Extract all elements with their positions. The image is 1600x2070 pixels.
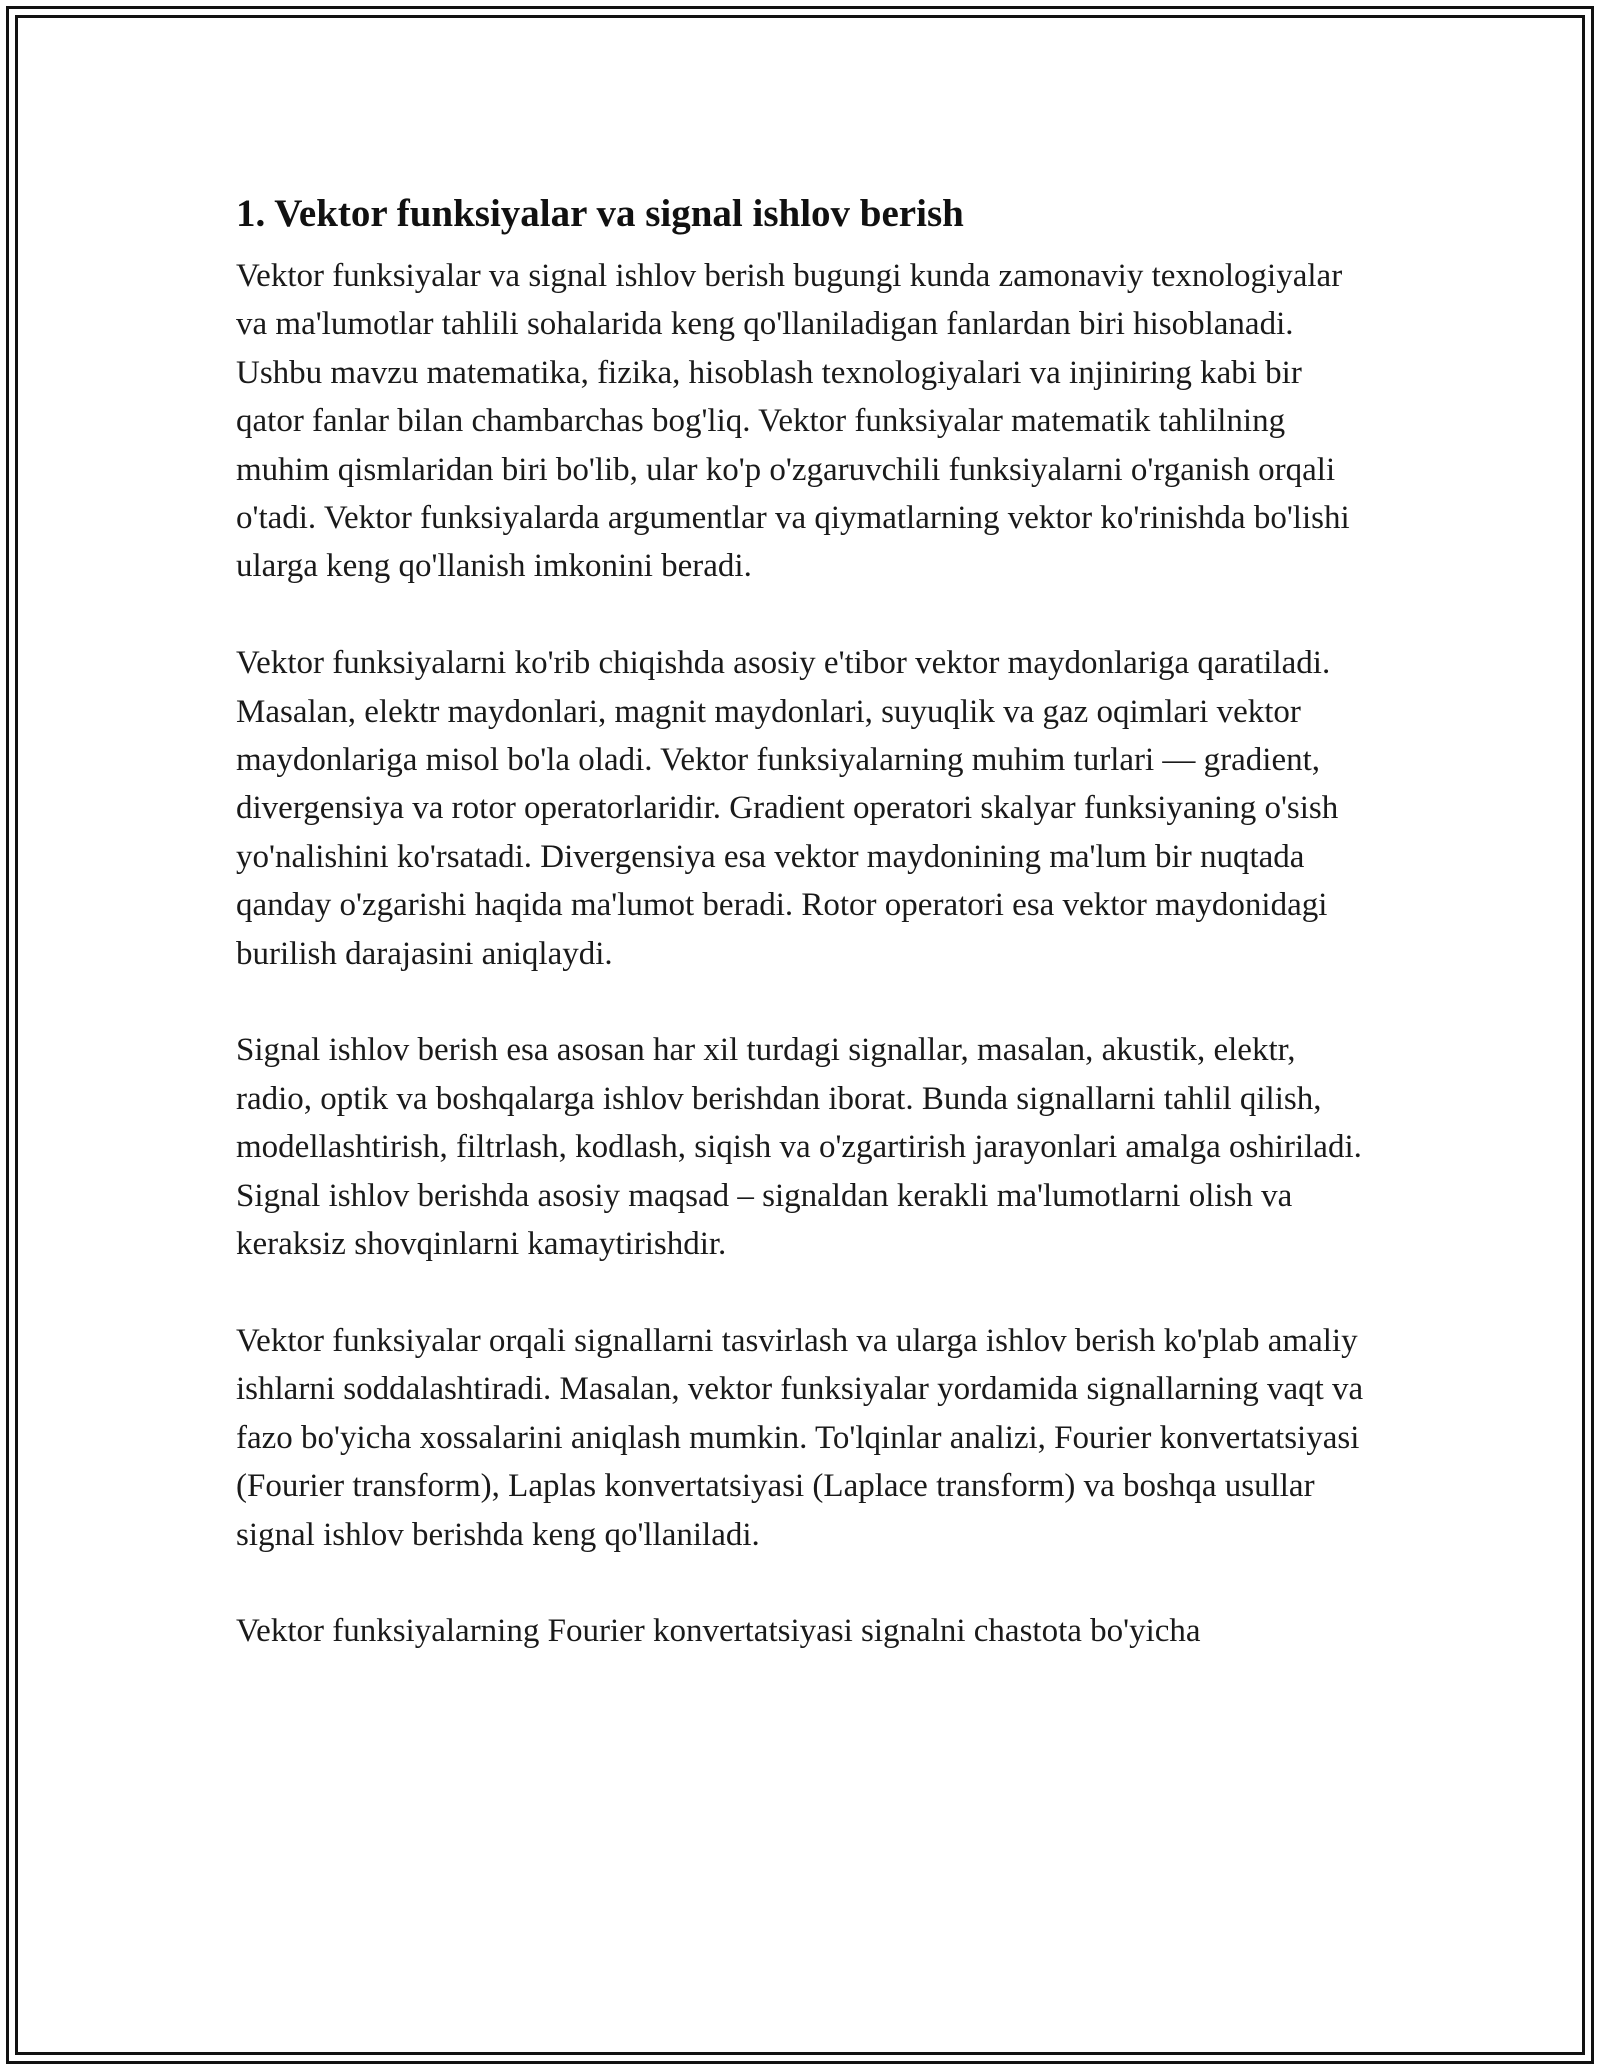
paragraph-2: Vektor funksiyalarni ko'rib chiqishda asosiy e'tibor vektor maydonlariga qaratiladi. Masalan, elektr maydonlari, magnit maydonlari, suyuqlik va gaz oqimlari vektor maydonlariga misol bo'la oladi. Vektor funksiyalarning muhim turlari — gradient, divergensiya va rotor operatorlaridir. Gradient operatori skalyar funksiyaning o'sish yo'nalishini ko'rsatadi. Divergensiya esa vektor maydonining ma'lum bir nuqtada qanday o'zgarishi haqida ma'lumot beradi. Rotor operatori esa vektor maydonidagi burilish darajasini aniqlaydi. bbox=[236, 645, 1339, 972]
document-page bbox=[236, 188, 1366, 1656]
paragraph-1: Vektor funksiyalar va signal ishlov berish bugungi kunda zamonaviy texnologiyalar va ma'lumotlar tahlili sohalarida keng qo'llaniladigan fanlardan biri hisoblanadi. Ushbu mavzu matematika, fizika, hisoblash texnologiyalari va injiniring kabi bir qator fanlar bilan chambarchas bog'liq. Vektor funksiyalar matematik tahlilning muhim qismlaridan biri bo'lib, ular ko'p o'zgaruvchili funksiyalarni o'rganish orqali o'tadi. Vektor funksiyalarda argumentlar va qiymatlarning vektor ko'rinishda bo'lishi ularga keng qo'llanish imkonini beradi. bbox=[236, 258, 1350, 585]
paragraph-5: Vektor funksiyalarning Fourier konvertatsiyasi signalni chastota bo'yicha bbox=[236, 1613, 1201, 1650]
paragraph-4: Vektor funksiyalar orqali signallarni tasvirlash va ularga ishlov berish ko'plab amaliy ishlarni soddalashtiradi. Masalan, vektor funksiyalar yordamida signallarning vaqt va fazo bo'yicha xossalarini aniqlash mumkin. To'lqinlar analizi, Fourier konvertatsiyasi (Fourier transform), Laplas konvertatsiyasi (Laplace transform) va boshqa usullar signal ishlov berishda keng qo'llaniladi. bbox=[236, 1322, 1364, 1553]
paragraph-3: Signal ishlov berish esa asosan har xil turdagi signallar, masalan, akustik, elektr, radio, optik va boshqalarga ishlov berishdan iborat. Bunda signallarni tahlil qilish, modellashtirish, filtrlash, kodlash, siqish va o'zgartirish jarayonlari amalga oshiriladi. Signal ishlov berishda asosiy maqsad – signaldan kerakli ma'lumotlarni olish va keraksiz shovqinlarni kamaytirishdir. bbox=[236, 1032, 1362, 1263]
section-heading: 1. Vektor funksiyalar va signal ishlov berish bbox=[236, 192, 964, 235]
